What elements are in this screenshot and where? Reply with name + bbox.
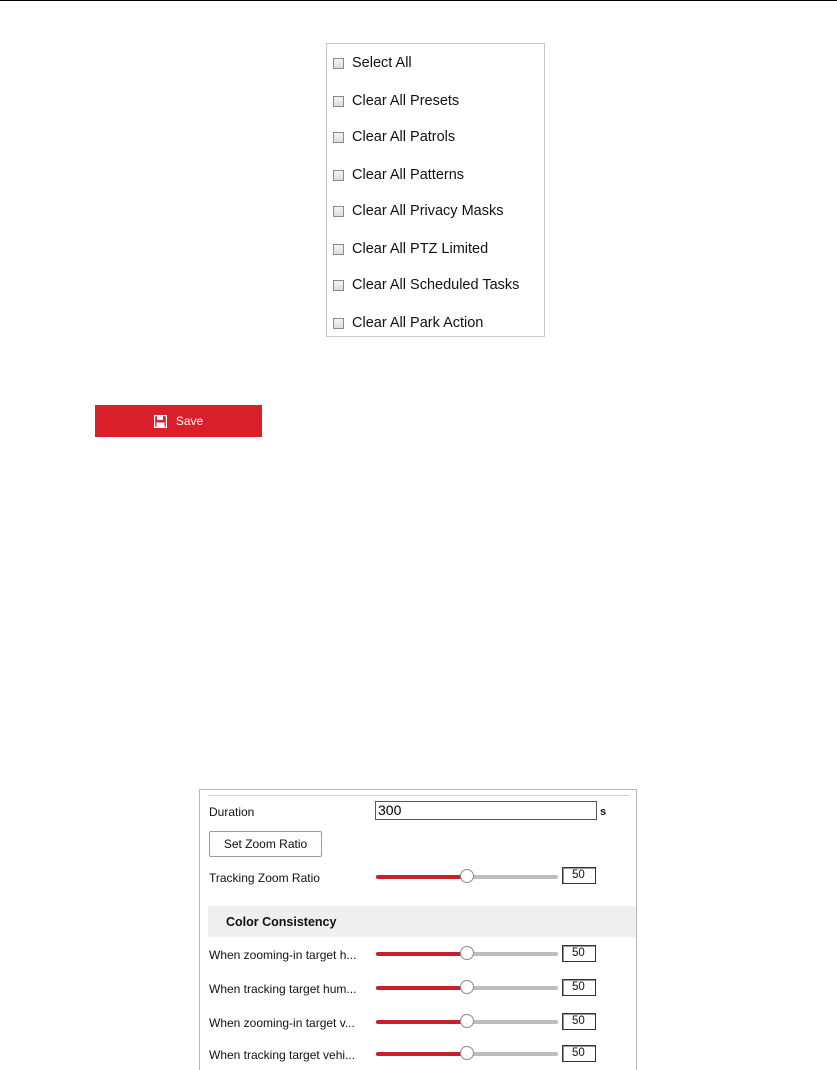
set-zoom-ratio-button[interactable]: Set Zoom Ratio: [209, 831, 322, 857]
option-label: Clear All Scheduled Tasks: [352, 277, 520, 293]
checkbox[interactable]: [333, 132, 344, 143]
save-button[interactable]: [95, 405, 262, 437]
tracking-vehicle-value[interactable]: 50: [562, 1045, 596, 1062]
clear-all-scheduled-tasks-option[interactable]: [333, 275, 519, 295]
slider-thumb[interactable]: [460, 1046, 474, 1060]
duration-label: Duration: [209, 805, 255, 819]
slider-fill: [376, 986, 467, 990]
select-all-option[interactable]: [333, 53, 412, 73]
color-consistency-header: Color Consistency: [208, 906, 636, 937]
floppy-disk-icon: [154, 415, 167, 428]
checkbox[interactable]: [333, 318, 344, 329]
duration-input[interactable]: 300: [375, 801, 597, 820]
zoom-in-vehicle-slider[interactable]: [376, 1014, 558, 1030]
checkbox[interactable]: [333, 280, 344, 291]
slider-fill: [376, 952, 467, 956]
tracking-human-label: When tracking target hum...: [209, 982, 357, 996]
tracking-human-value[interactable]: 50: [562, 979, 596, 996]
tracking-vehicle-label: When tracking target vehi...: [209, 1048, 356, 1062]
clear-options-panel: [326, 43, 545, 337]
tracking-zoom-ratio-value[interactable]: 50: [562, 867, 596, 884]
checkbox[interactable]: [333, 96, 344, 107]
clear-all-patterns-option[interactable]: [333, 165, 464, 185]
save-label: Save: [175, 414, 204, 428]
option-label: Clear All Park Action: [352, 315, 484, 331]
slider-thumb[interactable]: [460, 980, 474, 994]
checkbox[interactable]: [333, 244, 344, 255]
option-label: Clear All Patrols: [352, 129, 456, 145]
slider-thumb[interactable]: [460, 869, 474, 883]
clear-all-presets-option[interactable]: [333, 91, 459, 111]
option-label: Clear All Presets: [352, 93, 460, 109]
slider-fill: [376, 1020, 467, 1024]
panel-divider: [208, 795, 630, 796]
clear-all-privacy-masks-option[interactable]: [333, 201, 503, 221]
option-label: Clear All Patterns: [352, 167, 465, 183]
slider-thumb[interactable]: [460, 1014, 474, 1028]
clear-all-ptz-limited-option[interactable]: [333, 239, 488, 259]
option-label: Select All: [352, 55, 412, 71]
tracking-settings-panel: [199, 789, 637, 1070]
tracking-zoom-ratio-label: Tracking Zoom Ratio: [209, 871, 320, 885]
slider-fill: [376, 1052, 467, 1056]
tracking-zoom-ratio-slider[interactable]: [376, 869, 558, 885]
zoom-in-human-label: When zooming-in target h...: [209, 948, 357, 962]
zoom-in-vehicle-label: When zooming-in target v...: [209, 1016, 355, 1030]
checkbox[interactable]: [333, 170, 344, 181]
checkbox[interactable]: [333, 58, 344, 69]
zoom-in-human-value[interactable]: 50: [562, 945, 596, 962]
duration-unit: s: [600, 806, 607, 818]
option-label: Clear All Privacy Masks: [352, 203, 504, 219]
slider-thumb[interactable]: [460, 946, 474, 960]
top-divider: [0, 0, 837, 1]
slider-fill: [376, 875, 467, 879]
zoom-in-vehicle-value[interactable]: 50: [562, 1013, 596, 1030]
tracking-vehicle-slider[interactable]: [376, 1046, 558, 1062]
clear-all-patrols-option[interactable]: [333, 127, 455, 147]
tracking-human-slider[interactable]: [376, 980, 558, 996]
clear-all-park-action-option[interactable]: [333, 313, 483, 333]
checkbox[interactable]: [333, 206, 344, 217]
zoom-in-human-slider[interactable]: [376, 946, 558, 962]
option-label: Clear All PTZ Limited: [352, 241, 489, 257]
